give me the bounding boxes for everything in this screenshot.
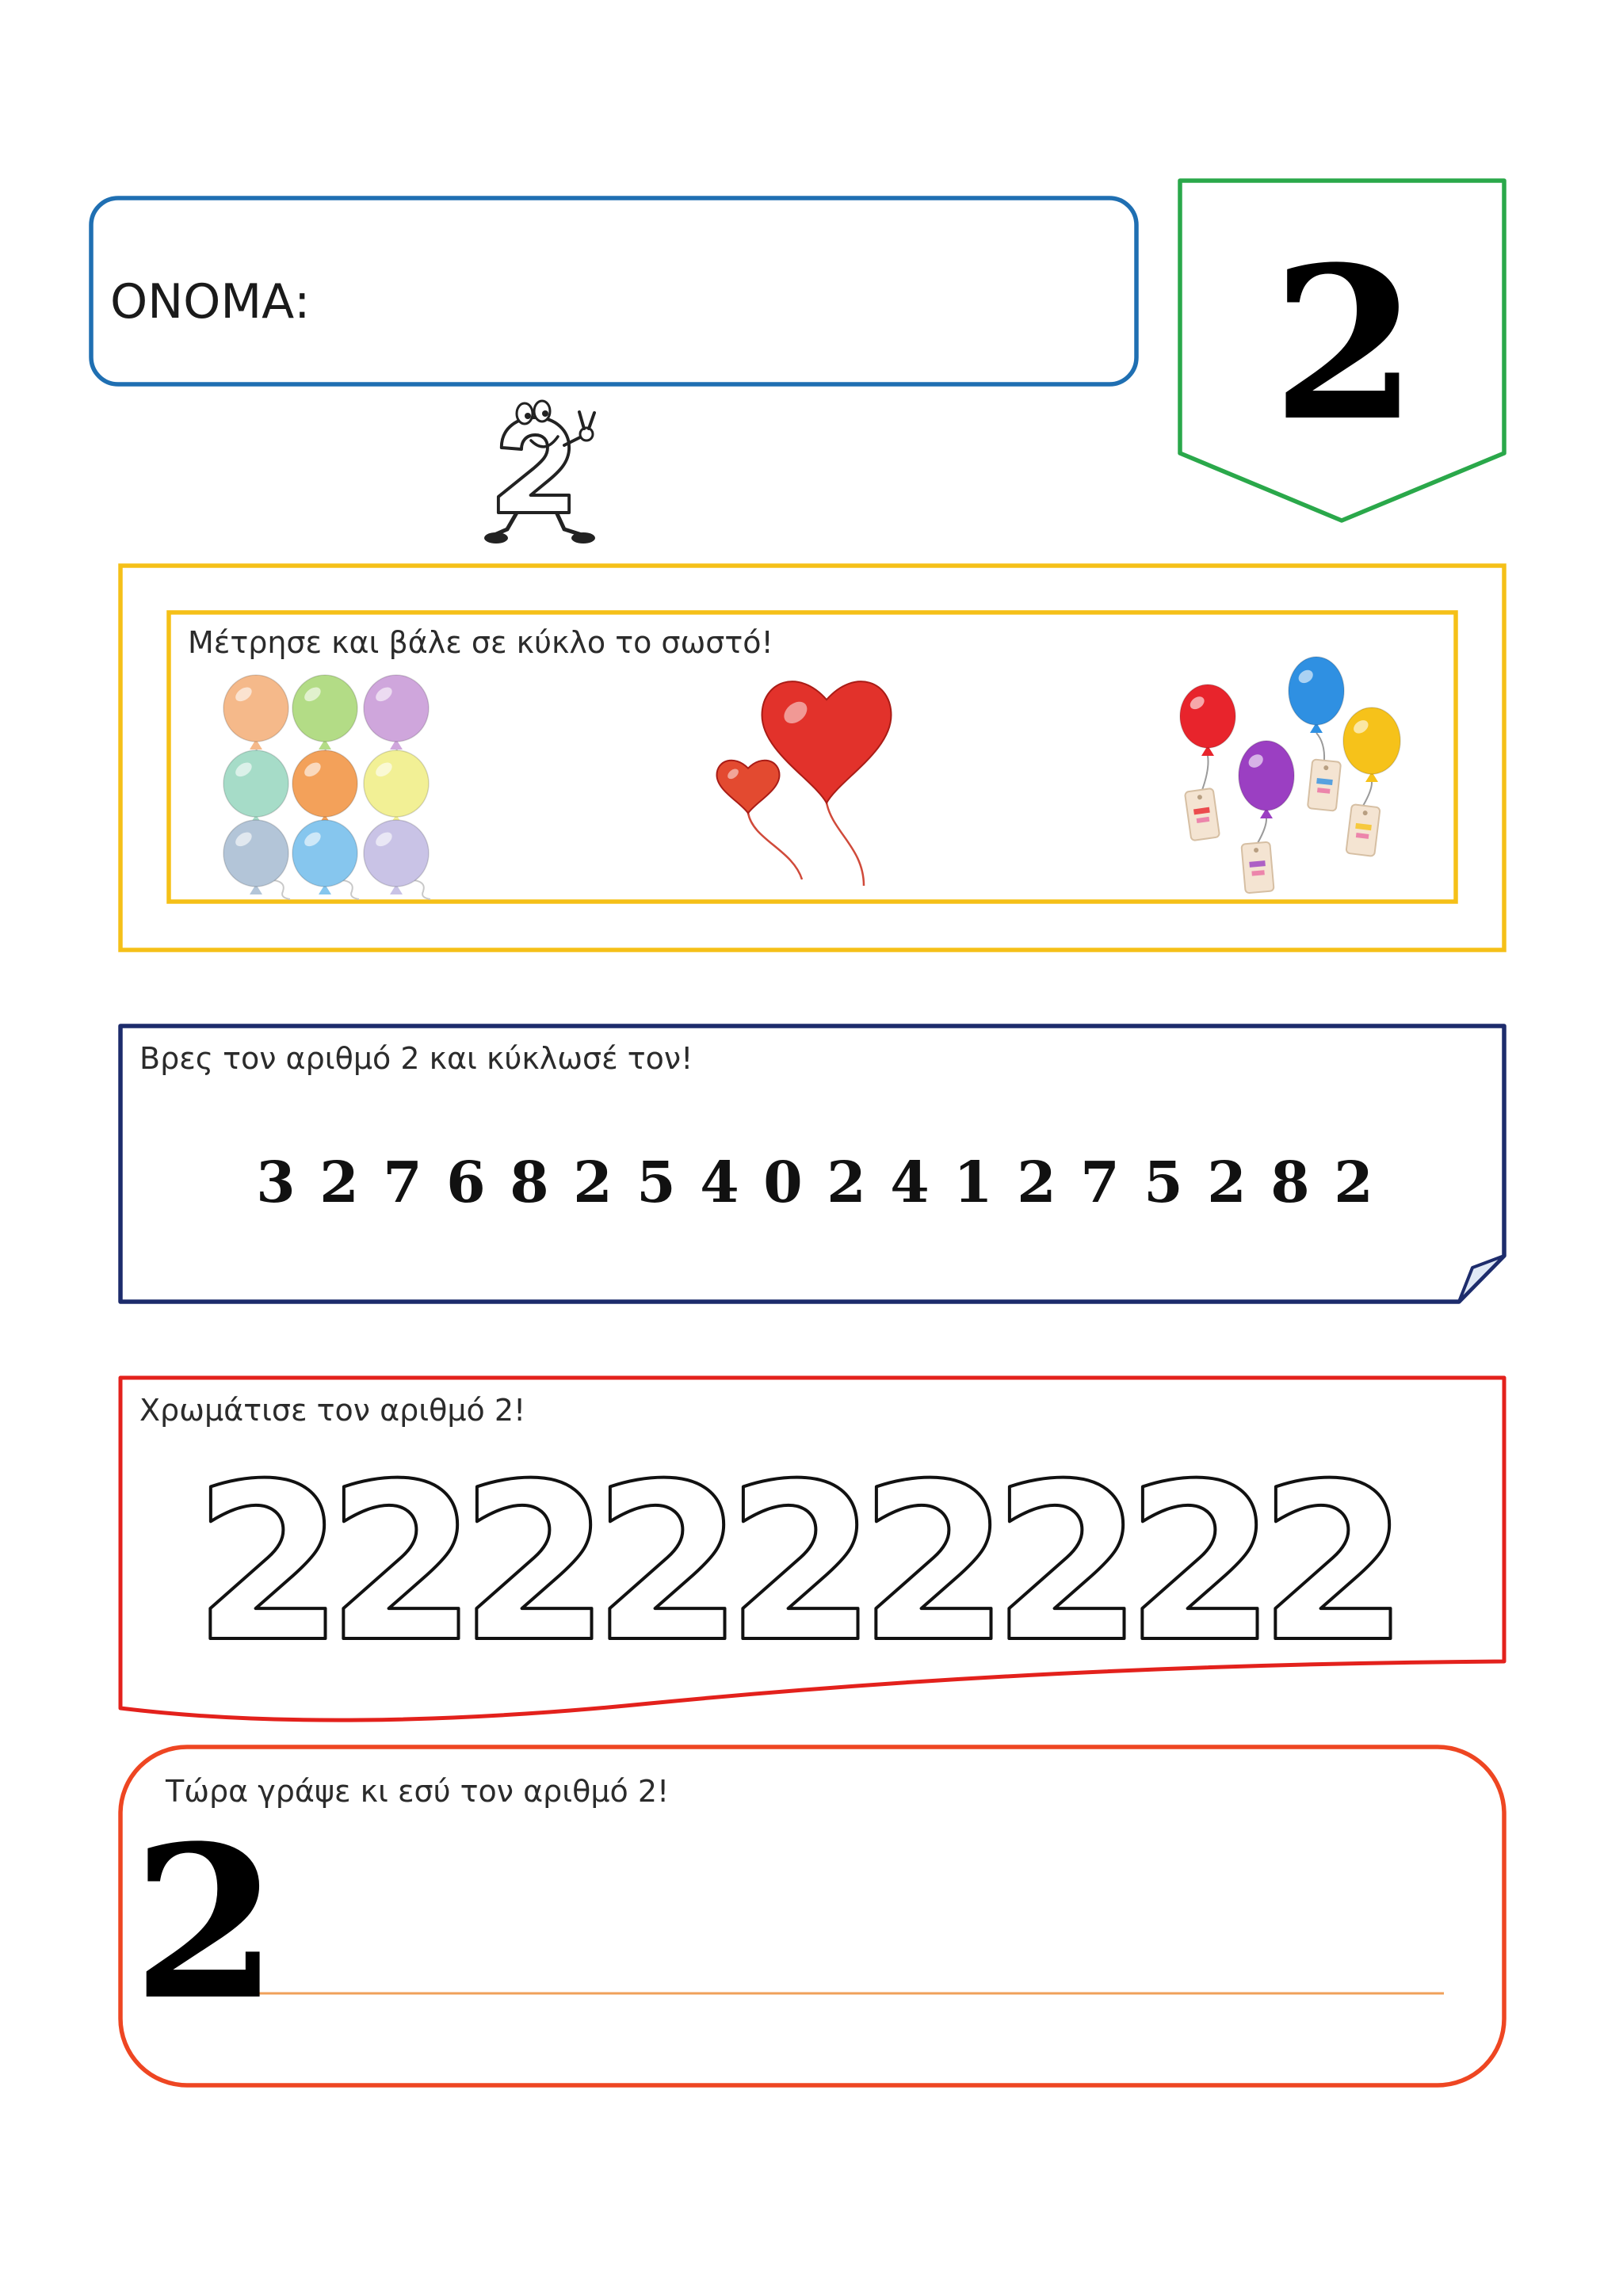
- outline-digit-two: 2: [725, 1437, 877, 1690]
- find-instruction: Βρες τον αριθμό 2 και κύκλωσέ τον!: [139, 1041, 693, 1076]
- balloon-tag: [1185, 788, 1220, 841]
- mascot-pupil-right: [542, 410, 548, 417]
- balloon-body: [223, 675, 288, 742]
- balloon-body: [364, 675, 429, 742]
- balloon-tag: [1308, 759, 1341, 810]
- name-section: [91, 198, 1136, 384]
- count-section: [120, 566, 1504, 950]
- find-digit: 7: [1080, 1149, 1120, 1215]
- balloon-tag: [1346, 804, 1380, 856]
- balloon-body: [292, 675, 357, 742]
- balloon-body: [1180, 685, 1235, 748]
- outline-digit-two: 2: [592, 1437, 744, 1690]
- count-instruction: Μέτρησε και βάλε σε κύκλο το σωστό!: [188, 625, 773, 660]
- cartoon-two-mascot-icon: [484, 401, 595, 543]
- outline-digit-two: 2: [326, 1437, 478, 1690]
- mascot-shoe-left: [484, 532, 508, 543]
- mascot-body: [498, 418, 569, 513]
- balloon-tag: [1241, 842, 1274, 894]
- color-instruction: Χρωμάτισε τον αριθμό 2!: [139, 1393, 526, 1428]
- find-digit: 2: [573, 1149, 613, 1215]
- find-digit: 5: [1144, 1149, 1183, 1215]
- find-digit: 8: [510, 1149, 549, 1215]
- find-digit: 2: [1334, 1149, 1373, 1215]
- number-badge: [1180, 181, 1504, 521]
- balloon-body: [1289, 657, 1344, 725]
- outline-digits-row: [193, 1437, 1410, 1690]
- find-digit: 5: [636, 1149, 676, 1215]
- color-section: [120, 1378, 1504, 1720]
- find-digit: 3: [256, 1149, 296, 1215]
- name-label: ΟΝΟΜΑ:: [110, 274, 311, 330]
- find-digit: 2: [1017, 1149, 1056, 1215]
- find-digit: 2: [319, 1149, 359, 1215]
- mascot-pupil-left: [525, 413, 531, 419]
- balloon-body: [1239, 741, 1294, 810]
- example-digit: 2: [132, 1800, 279, 2046]
- mascot-peace-fingers: [579, 412, 594, 429]
- outline-digit-two: 2: [1258, 1437, 1410, 1690]
- mascot-hand: [580, 428, 593, 441]
- balloon-body: [364, 820, 429, 887]
- outline-digit-two: 2: [1125, 1437, 1277, 1690]
- mascot-eye-left: [517, 403, 533, 424]
- balloon-tag-card: [1185, 788, 1220, 841]
- outline-digit-two: 2: [459, 1437, 611, 1690]
- outline-digit-two: 2: [991, 1437, 1144, 1690]
- outline-digit-two: 2: [193, 1437, 345, 1690]
- find-digit: 6: [446, 1149, 486, 1215]
- find-digit: 7: [383, 1149, 422, 1215]
- balloon-body: [1343, 707, 1400, 774]
- write-section: [120, 1747, 1504, 2085]
- find-digit: 2: [1207, 1149, 1247, 1215]
- balloon-body: [292, 820, 357, 887]
- balloon-body: [292, 750, 357, 817]
- balloon-body: [364, 750, 429, 817]
- outline-digit-two: 2: [858, 1437, 1010, 1690]
- balloon-body: [223, 820, 288, 887]
- mascot-eye-right: [534, 401, 550, 421]
- find-digit: 2: [827, 1149, 866, 1215]
- find-digit: 0: [763, 1149, 803, 1215]
- find-digit: 4: [700, 1149, 739, 1215]
- find-digit: 8: [1270, 1149, 1310, 1215]
- find-digit: 1: [953, 1149, 993, 1215]
- balloon-body: [223, 750, 288, 817]
- find-section: [120, 1026, 1504, 1302]
- write-instruction: Τώρα γράψε κι εσύ τον αριθμό 2!: [166, 1774, 670, 1809]
- balloon-group-nine: [223, 675, 429, 894]
- mascot-shoe-right: [571, 532, 595, 543]
- find-digit: 4: [890, 1149, 930, 1215]
- badge-number: 2: [1271, 221, 1419, 467]
